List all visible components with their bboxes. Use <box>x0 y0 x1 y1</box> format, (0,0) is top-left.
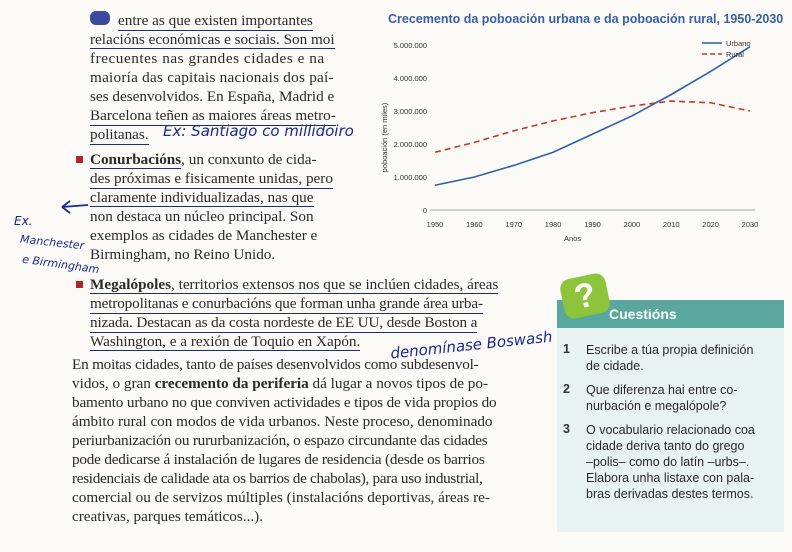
x-tick-label: 1980 <box>544 220 562 229</box>
y-axis-label: poboación (en miles) <box>380 102 389 173</box>
para2-line-5: periurbanización ou rururbanización, o espazo circundante das cidades <box>72 432 488 449</box>
para2-line-7: residenciais de calidade ata os barrios de chabolas), para uso industrial, <box>72 470 483 487</box>
para2-bold: crecemento da periferia <box>154 375 309 392</box>
x-tick-label: 2000 <box>623 220 641 229</box>
para1-line-5: ses desenvolvidos. En España, Madrid e <box>90 88 335 105</box>
para1-line-3: frecuentes nas grandes cidades e na <box>90 50 325 67</box>
para2-line-4: ámbito rural con modos de vida urbanos. Neste proceso, denominado <box>72 413 493 430</box>
question-text-line: Que diferenza hai entre co- <box>586 383 738 397</box>
y-tick-label: 1.000.000 <box>393 173 427 182</box>
series-line-urbano <box>435 47 750 186</box>
series-line-rural <box>435 101 750 152</box>
question-number: 2 <box>563 382 570 396</box>
para2-line-8: comercial ou de servizos múltiples (instalacións deportivas, áreas re- <box>72 489 490 506</box>
question-text-line: –polis– como do latín –urbs–. <box>586 455 750 469</box>
handwritten-note-birmingham: e Birmingham <box>21 252 101 277</box>
conurbacions-line-5: exemplos as cidades de Manchester e <box>90 227 318 244</box>
handwritten-note-boswash: denomínase Boswash <box>389 327 554 363</box>
handwritten-note-santiago: Ex: Santiago co millidoiro <box>163 122 354 140</box>
conurbacions-line-3: claramente individualizadas, nas que <box>90 189 314 206</box>
conurbacions-line-2: des próximas e fisicamente unidas, pero <box>90 170 333 187</box>
legend-label-rural: Rural <box>726 50 744 59</box>
para1-line-2: relacións económicas e sociais. Son moi <box>90 31 335 48</box>
para1-line-6: Barcelona teñen as maiores áreas metro- <box>90 107 336 124</box>
y-tick-label: 5.000.000 <box>393 41 427 50</box>
y-tick-label: 2.000.000 <box>393 140 427 149</box>
y-tick-label: 0 <box>422 206 427 215</box>
para1-line-1: entre as que existen importantes <box>118 12 313 29</box>
bullet-megalopoles <box>76 281 83 288</box>
x-tick-label: 1950 <box>426 220 444 229</box>
population-chart <box>370 30 780 255</box>
bullet-conurbacions <box>76 156 83 163</box>
question-text-line: cidade deriva tanto do grego <box>586 439 745 453</box>
handwritten-note-manchester: Manchester <box>19 232 85 253</box>
para1-line-7: politanas. <box>90 126 149 143</box>
y-tick-label: 3.000.000 <box>393 107 427 116</box>
question-mark-badge: ? <box>558 272 611 321</box>
legend-label-urbano: Urbano <box>726 39 751 48</box>
question-text-line: bras derivadas destes termos. <box>586 487 754 501</box>
x-axis-label: Anos <box>563 234 582 243</box>
para2-line-2: vidos, o gran crecemento da periferia dá lugar a novos tipos de po- <box>72 375 489 392</box>
question-text-line: Escribe a túa propia definición <box>586 343 754 357</box>
questions-header: Cuestións <box>557 300 784 328</box>
x-tick-label: 1970 <box>505 220 523 229</box>
question-text-line: nurbación e megalópole? <box>586 399 727 413</box>
x-tick-label: 2020 <box>702 220 719 229</box>
para2-line-6: pode dedicarse á instalación de lugares de residencia (desde os barrios <box>72 451 485 468</box>
conurbacions-term: Conurbacións <box>90 151 182 168</box>
question-number: 1 <box>563 342 570 356</box>
para2-line-3: bamento urbano no que conviven actividades e tipos de vida propios do <box>72 394 497 411</box>
para2-line-9: creativas, parques temáticos...). <box>72 508 264 525</box>
megalopoles-line-4: Washington, e a rexión de Toquio en Xapón. <box>90 333 361 350</box>
x-tick-label: 2030 <box>741 220 759 229</box>
megalopoles-line-2: metropolitanas e conurbacións que forman unha grande área urba- <box>90 295 483 312</box>
conurbacions-line-4: non destaca un núcleo principal. Son <box>90 208 314 225</box>
question-text-line: O vocabulario relacionado coa <box>586 423 755 437</box>
question-number: 3 <box>563 422 570 436</box>
megalopoles-line-1: Megalópoles, territorios extensos nos que se inclúen cidades, áreas <box>90 276 499 293</box>
para2-line-1: En moitas cidades, tanto de países desenvolvidos como subdesenvol- <box>72 356 479 373</box>
question-text-line: Elabora unha listaxe con pala- <box>586 471 755 485</box>
conurbacions-line-6: Birmingham, no Reino Unido. <box>90 246 276 263</box>
chart-title: Crecemento da poboación urbana e da poboación rural, 1950-2030 <box>388 12 784 26</box>
scribble-mark <box>90 11 110 25</box>
handwritten-note-ex: Ex. <box>14 214 33 228</box>
para1-line-4: maioría das capitais nacionais dos paí- <box>90 69 334 86</box>
megalopoles-term: Megalópoles <box>90 276 171 293</box>
x-tick-label: 1990 <box>584 220 601 229</box>
x-tick-label: 2010 <box>662 220 680 229</box>
question-text-line: de cidade. <box>586 359 644 373</box>
conurbacions-line-1: Conurbacións, un conxunto de cida- <box>90 151 317 168</box>
x-tick-label: 1960 <box>466 220 483 229</box>
megalopoles-line-3: nizada. Destacan as da costa nordeste de EE UU, desde Boston a <box>90 314 478 331</box>
y-tick-label: 4.000.000 <box>393 74 427 83</box>
